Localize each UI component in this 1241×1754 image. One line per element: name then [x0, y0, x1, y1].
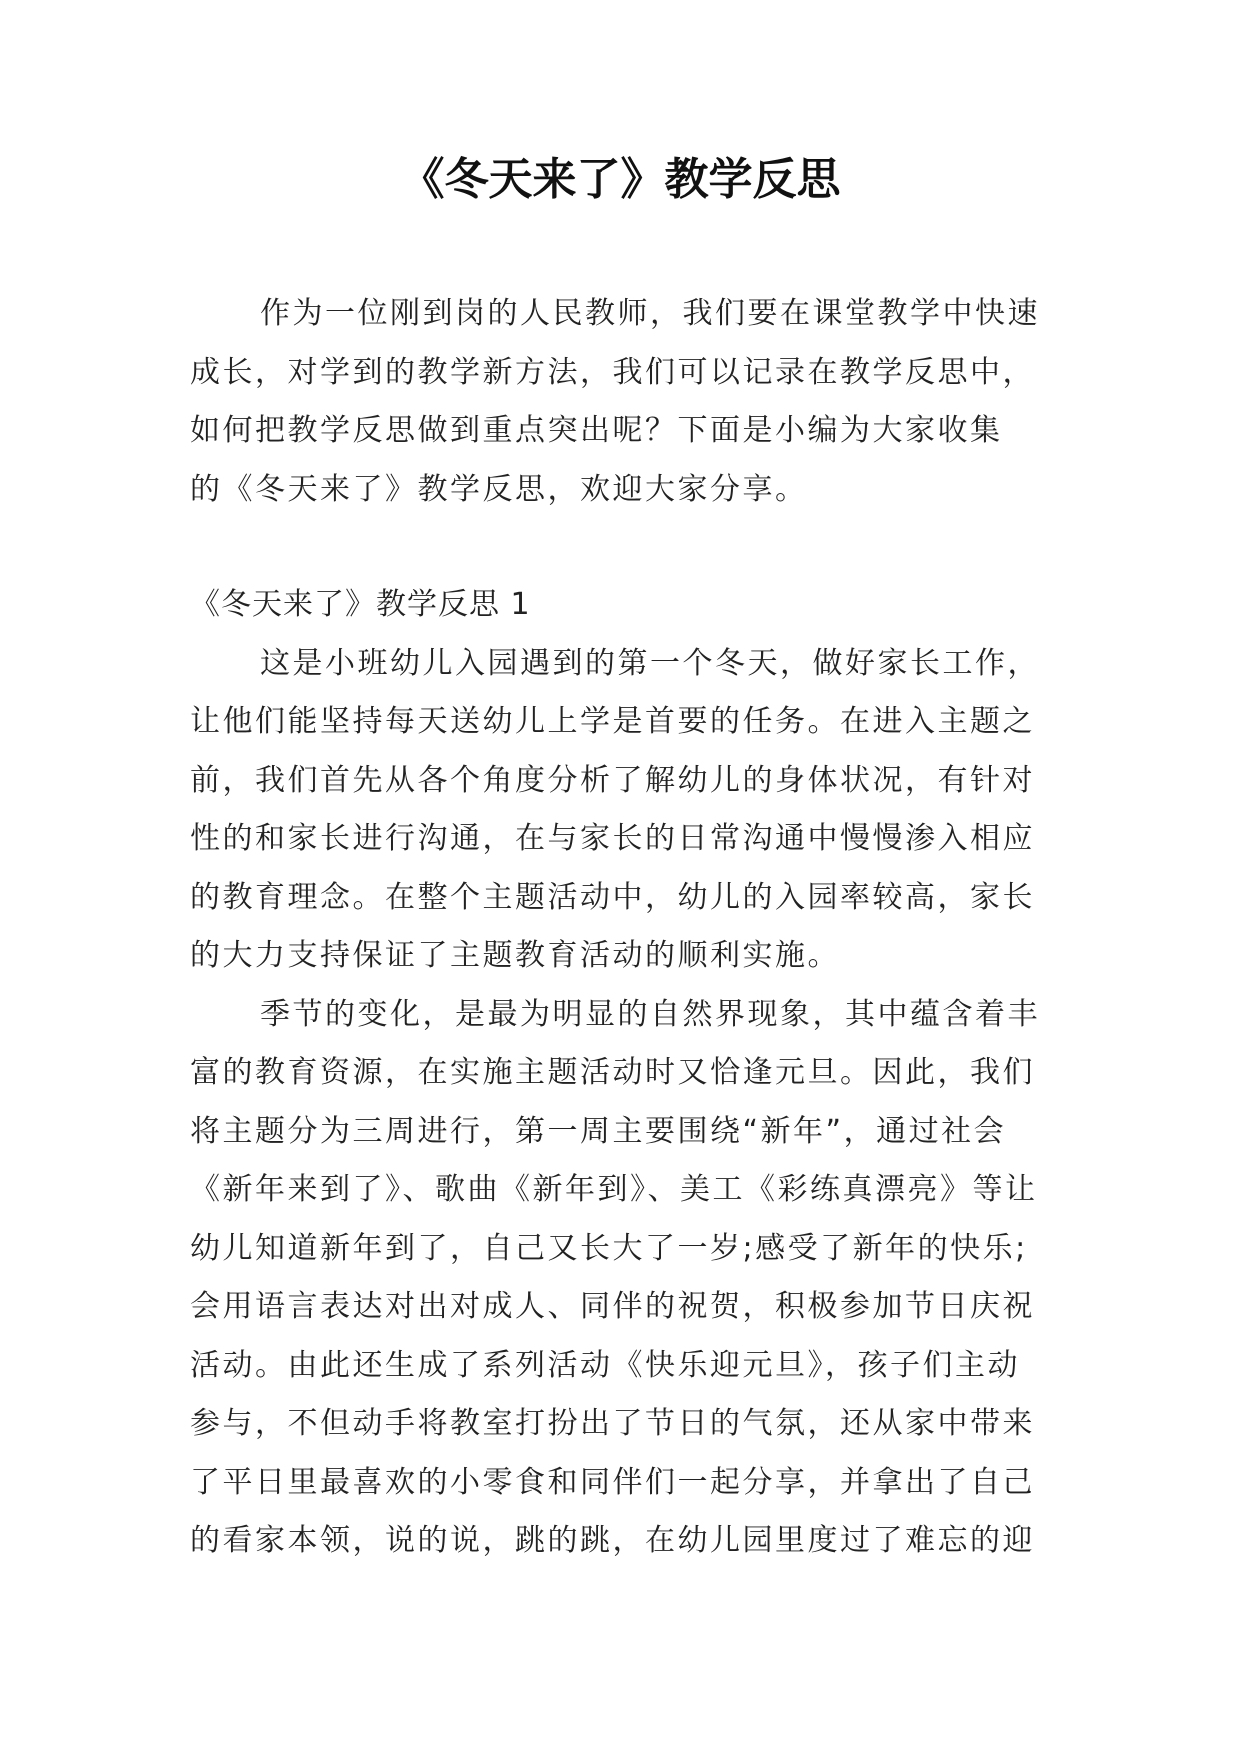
paragraph-line: 将主题分为三周进行，第一周主要围绕“新年”，通过社会 — [190, 1113, 1007, 1149]
section-1 — [190, 576, 1060, 1571]
paragraph-line: 活动。由此还生成了系列活动《快乐迎元旦》，孩子们主动 — [190, 1347, 1020, 1383]
paragraph-line: 了平日里最喜欢的小零食和同伴们一起分享，并拿出了自己 — [190, 1464, 1035, 1500]
intro-line: 作为一位刚到岗的人民教师，我们要在课堂教学中快速 — [260, 296, 1040, 331]
paragraph-line: 的大力支持保证了主题教育活动的顺利实施。 — [190, 938, 840, 973]
paragraph-line: 的教育理念。在整个主题活动中，幼儿的入园率较高，家长 — [190, 879, 1035, 915]
document-title: 《冬天来了》教学反思 — [400, 154, 841, 205]
intro-line: 如何把教学反思做到重点突出呢？下面是小编为大家收集 — [190, 413, 1003, 448]
paragraph-line: 季节的变化，是最为明显的自然界现象，其中蕴含着丰 — [260, 996, 1040, 1032]
paragraph-line: 的看家本领，说的说，跳的跳，在幼儿园里度过了难忘的迎 — [190, 1523, 1035, 1558]
paragraph-line: 《新年来到了》、歌曲《新年到》、美工《彩练真漂亮》等让 — [190, 1172, 1038, 1207]
paragraph-line: 性的和家长进行沟通，在与家长的日常沟通中慢慢渗入相应 — [190, 821, 1035, 856]
paragraph-line: 会用语言表达对出对成人、同伴的祝贺，积极参加节日庆祝 — [190, 1289, 1035, 1324]
paragraph-line: 富的教育资源，在实施主题活动时又恰逢元旦。因此，我们 — [190, 1055, 1035, 1090]
intro-line: 成长，对学到的教学新方法，我们可以记录在教学反思中， — [190, 354, 1035, 390]
paragraph-line: 这是小班幼儿入园遇到的第一个冬天，做好家长工作， — [260, 645, 1040, 681]
paragraph-line: 前，我们首先从各个角度分析了解幼儿的身体状况，有针对 — [190, 762, 1035, 798]
section-1-paragraph-2 — [190, 986, 1060, 1571]
intro-paragraph — [190, 285, 1060, 519]
section-heading: 《冬天来了》教学反思 1 — [190, 587, 531, 622]
paragraph-line: 参与，不但动手将教室打扮出了节日的气氛，还从家中带来 — [190, 1406, 1035, 1441]
paragraph-line: 幼儿知道新年到了，自己又长大了一岁;感受了新年的快乐; — [190, 1230, 1028, 1266]
paragraph-line: 让他们能坚持每天送幼儿上学是首要的任务。在进入主题之 — [190, 704, 1035, 739]
intro-line: 的《冬天来了》教学反思，欢迎大家分享。 — [190, 471, 808, 507]
section-1-paragraph-1 — [190, 635, 1060, 986]
